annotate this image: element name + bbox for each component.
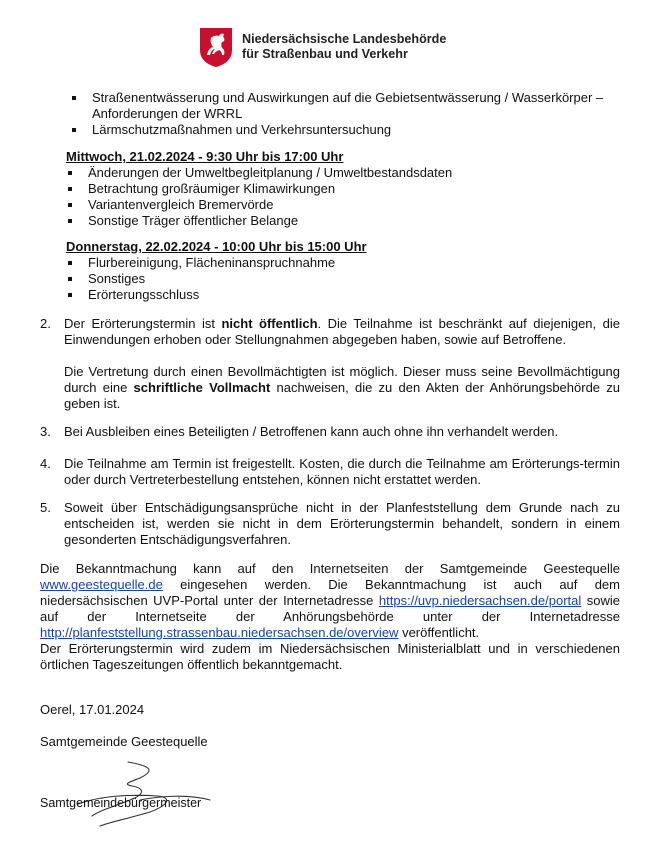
- signatory-role: Samtgemeindebürgermeister: [40, 796, 202, 810]
- list-item: Variantenvergleich Bremervörde: [66, 197, 626, 213]
- point-number: 5.: [40, 500, 51, 515]
- emphasis-written-proxy: schriftliche Vollmacht: [133, 380, 271, 395]
- text-run: Die Vertretung durch einen Bevollmächtigten ist möglich. Dieser muss seine Bevollmächtigung durch eine: [64, 364, 620, 395]
- day-schedule-thursday: [66, 239, 626, 303]
- numbered-point-4: [40, 456, 630, 488]
- text-run: Der Erörterungstermin ist: [64, 316, 222, 331]
- point-number: 3.: [40, 424, 51, 439]
- text-run: Die Bekanntmachung kann auf den Internetseiten der Samtgemeinde Geestequelle: [40, 561, 620, 576]
- list-item: Sonstiges: [66, 271, 626, 287]
- day-schedule-wednesday: [66, 149, 626, 229]
- text-run: . Die Teilnahme ist beschränkt auf diejenigen, die Einwendungen erhoben oder Stellungnahmen abgegeben haben, sowie auf Betroffene.: [64, 316, 620, 347]
- day-heading: Donnerstag, 22.02.2024 - 10:00 Uhr bis 15:00 Uhr: [66, 239, 367, 254]
- link-uvp-portal[interactable]: https://uvp.niedersachsen.de/portal: [378, 593, 582, 608]
- list-item: Sonstige Träger öffentlicher Belange: [66, 213, 626, 229]
- point-text: Bei Ausbleiben eines Beteiligten / Betroffenen kann auch ohne ihn verhandelt werden.: [64, 424, 559, 439]
- letterhead: [198, 26, 446, 68]
- numbered-point-3: [40, 424, 630, 440]
- lower-saxony-horse-logo: [198, 26, 234, 68]
- place-and-date: Oerel, 17.01.2024: [40, 702, 145, 717]
- ministerial-gazette-note: Der Erörterungstermin wird zudem im Niedersächsischen Ministerialblatt und in verschiedenen örtlichen Tageszeitungen öffentlich bekanntgemacht.: [40, 641, 620, 672]
- point-text: Die Teilnahme am Termin ist freigestellt. Kosten, die durch die Teilnahme am Erörterungs-termin oder durch Vertreterbestellung entstehen, können nicht erstattet werden.: [64, 456, 620, 487]
- list-item: Änderungen der Umweltbegleitplanung / Umweltbestandsdaten: [66, 165, 626, 181]
- text-run: nachweisen, die zu den Akten der Anhörungsbehörde zu geben ist.: [64, 380, 620, 411]
- intro-topic-list: [70, 90, 630, 138]
- list-item: Flurbereinigung, Flächeninanspruchnahme: [66, 255, 626, 271]
- publication-paragraph: [40, 561, 620, 641]
- list-item: Straßenentwässerung und Auswirkungen auf die Gebietsentwässerung / Wasserkörper – Anforderungen der WRRL: [70, 90, 630, 122]
- point-number: 2.: [40, 316, 51, 331]
- list-item: Lärmschutzmaßnahmen und Verkehrsuntersuchung: [70, 122, 630, 138]
- list-item: Erörterungsschluss: [66, 287, 626, 303]
- link-geestequelle[interactable]: www.geestequelle.de: [40, 577, 163, 592]
- list-item: Betrachtung großräumiger Klimawirkungen: [66, 181, 626, 197]
- text-run: veröffentlicht.: [398, 625, 480, 640]
- agency-name-line1: Niedersächsische Landesbehörde: [242, 32, 447, 46]
- text-run: eingesehen werden. Die Bekanntmachung ist auch auf dem niedersächsischen UVP-Portal unter der Internetadresse: [40, 577, 620, 608]
- emphasis-not-public: nicht öffentlich: [221, 316, 318, 331]
- day-heading: Mittwoch, 21.02.2024 - 9:30 Uhr bis 17:00 Uhr: [66, 149, 344, 164]
- numbered-point-5: [40, 500, 630, 548]
- point-text: Soweit über Entschädigungsansprüche nicht in der Planfeststellung dem Grunde nach zu entscheiden ist, werden sie nicht in dem Erörterungstermin behandelt, sondern in einem gesonderten Entschädigungsverfahren.: [64, 500, 620, 547]
- signing-organization: Samtgemeinde Geestequelle: [40, 734, 208, 749]
- agency-name-line2: für Straßenbau und Verkehr: [242, 47, 408, 61]
- point-2-paragraph-access: [64, 316, 620, 348]
- point-number: 4.: [40, 456, 51, 471]
- link-planfeststellung[interactable]: http://planfeststellung.strassenbau.niedersachsen.de/overview: [40, 625, 399, 640]
- point-2-paragraph-proxy: [64, 364, 620, 412]
- text-run: sowie auf der Internetseite der Anhörungsbehörde unter der Internetadresse: [40, 593, 620, 624]
- publication-notice: [40, 561, 620, 673]
- numbered-point-2: [40, 316, 630, 412]
